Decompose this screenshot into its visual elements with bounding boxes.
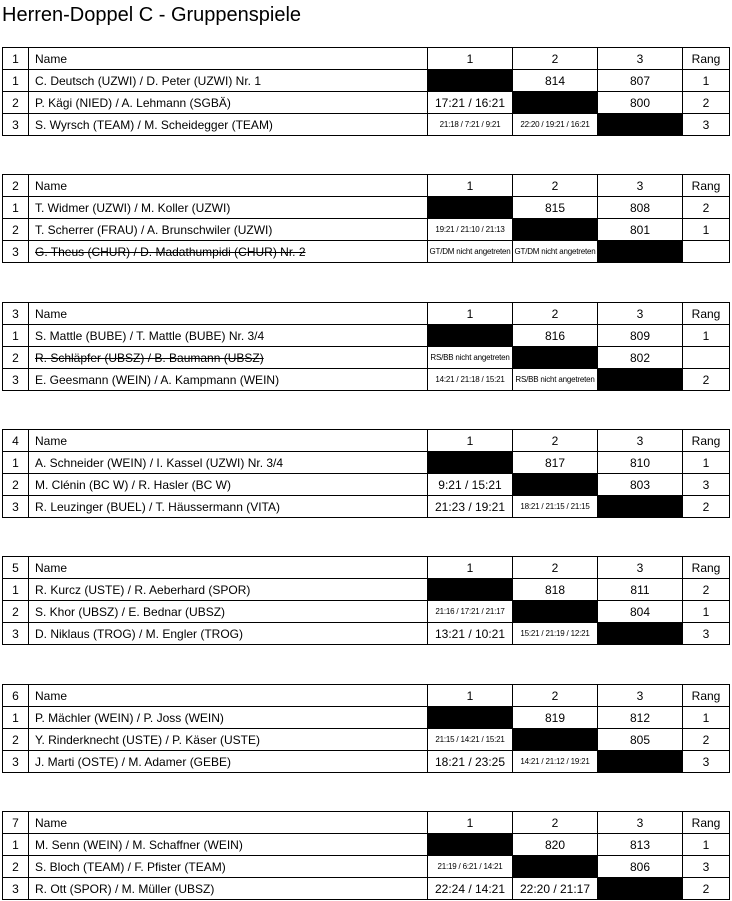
match-cell: 815: [513, 197, 598, 219]
group-number: 5: [3, 557, 29, 579]
group-header-row: [3, 175, 730, 197]
team-name: R. Schläpfer (UBSZ) / B. Baumann (UBSZ): [29, 347, 428, 369]
group-number: 3: [3, 303, 29, 325]
rank-cell: 1: [683, 70, 730, 92]
match-cell: 803: [598, 474, 683, 496]
self-match-cell: [428, 325, 513, 347]
team-name: T. Widmer (UZWI) / M. Koller (UZWI): [29, 197, 428, 219]
self-match-cell: [428, 707, 513, 729]
table-row: [3, 729, 730, 751]
column-header-3: 3: [598, 812, 683, 834]
self-match-cell: [428, 452, 513, 474]
group-table-2: [2, 174, 730, 263]
self-match-cell: [428, 197, 513, 219]
group-table-3: [2, 302, 730, 391]
rank-cell: 1: [683, 219, 730, 241]
row-position: 3: [3, 751, 29, 773]
rank-cell: 1: [683, 452, 730, 474]
self-match-cell: [428, 834, 513, 856]
row-position: 1: [3, 707, 29, 729]
rank-cell: 1: [683, 325, 730, 347]
team-name: P. Mächler (WEIN) / P. Joss (WEIN): [29, 707, 428, 729]
column-header-1: 1: [428, 812, 513, 834]
self-match-cell: [428, 579, 513, 601]
rank-header: Rang: [683, 812, 730, 834]
page-title: Herren-Doppel C - Gruppenspiele: [2, 4, 302, 26]
match-cell: 22:20 / 21:17: [513, 878, 598, 900]
self-match-cell: [513, 856, 598, 878]
match-cell: 18:21 / 23:25: [428, 751, 513, 773]
group-number: 7: [3, 812, 29, 834]
rank-cell: 2: [683, 878, 730, 900]
rank-cell: 2: [683, 197, 730, 219]
row-position: 3: [3, 623, 29, 645]
self-match-cell: [598, 623, 683, 645]
self-match-cell: [513, 474, 598, 496]
name-header: Name: [29, 175, 428, 197]
match-cell: 21:23 / 19:21: [428, 496, 513, 518]
team-name: S. Khor (UBSZ) / E. Bednar (UBSZ): [29, 601, 428, 623]
rank-cell: [683, 241, 730, 263]
rank-cell: 2: [683, 369, 730, 391]
match-cell: 811: [598, 579, 683, 601]
name-header: Name: [29, 430, 428, 452]
group-header-row: [3, 430, 730, 452]
self-match-cell: [513, 601, 598, 623]
column-header-1: 1: [428, 48, 513, 70]
self-match-cell: [428, 70, 513, 92]
self-match-cell: [598, 114, 683, 136]
table-row: [3, 197, 730, 219]
match-cell: 22:24 / 14:21: [428, 878, 513, 900]
rank-header: Rang: [683, 685, 730, 707]
match-cell: 19:21 / 21:10 / 21:13: [428, 219, 513, 241]
row-position: 1: [3, 325, 29, 347]
rank-cell: [683, 347, 730, 369]
column-header-3: 3: [598, 48, 683, 70]
group-number: 2: [3, 175, 29, 197]
rank-cell: 1: [683, 601, 730, 623]
match-cell: 802: [598, 347, 683, 369]
name-header: Name: [29, 303, 428, 325]
group-header-row: [3, 812, 730, 834]
match-cell: 14:21 / 21:18 / 15:21: [428, 369, 513, 391]
match-cell: 13:21 / 10:21: [428, 623, 513, 645]
team-name: R. Ott (SPOR) / M. Müller (UBSZ): [29, 878, 428, 900]
match-cell: 21:16 / 17:21 / 21:17: [428, 601, 513, 623]
row-position: 1: [3, 834, 29, 856]
group-table-4: [2, 429, 730, 518]
rank-header: Rang: [683, 175, 730, 197]
match-cell: 804: [598, 601, 683, 623]
column-header-1: 1: [428, 175, 513, 197]
column-header-3: 3: [598, 303, 683, 325]
rank-cell: 1: [683, 834, 730, 856]
match-cell: 809: [598, 325, 683, 347]
rank-cell: 3: [683, 751, 730, 773]
table-row: [3, 623, 730, 645]
column-header-3: 3: [598, 175, 683, 197]
name-header: Name: [29, 557, 428, 579]
team-name: E. Geesmann (WEIN) / A. Kampmann (WEIN): [29, 369, 428, 391]
match-cell: 810: [598, 452, 683, 474]
match-cell: 806: [598, 856, 683, 878]
team-name: R. Leuzinger (BUEL) / T. Häussermann (VITA): [29, 496, 428, 518]
column-header-2: 2: [513, 430, 598, 452]
match-cell: 808: [598, 197, 683, 219]
row-position: 3: [3, 369, 29, 391]
match-cell: GT/DM nicht angetreten: [513, 241, 598, 263]
rank-header: Rang: [683, 48, 730, 70]
table-row: [3, 325, 730, 347]
group-table-5: [2, 556, 730, 645]
team-name: J. Marti (OSTE) / M. Adamer (GEBE): [29, 751, 428, 773]
group-table-1: [2, 47, 730, 136]
row-position: 2: [3, 601, 29, 623]
column-header-2: 2: [513, 48, 598, 70]
match-cell: 21:15 / 14:21 / 15:21: [428, 729, 513, 751]
row-position: 2: [3, 347, 29, 369]
table-row: [3, 601, 730, 623]
team-name: P. Kägi (NIED) / A. Lehmann (SGBÄ): [29, 92, 428, 114]
rank-header: Rang: [683, 430, 730, 452]
column-header-2: 2: [513, 175, 598, 197]
rank-cell: 3: [683, 856, 730, 878]
table-row: [3, 496, 730, 518]
match-cell: 9:21 / 15:21: [428, 474, 513, 496]
name-header: Name: [29, 48, 428, 70]
name-header: Name: [29, 812, 428, 834]
column-header-3: 3: [598, 685, 683, 707]
rank-cell: 2: [683, 729, 730, 751]
match-cell: RS/BB nicht angetreten: [513, 369, 598, 391]
row-position: 2: [3, 219, 29, 241]
row-position: 1: [3, 579, 29, 601]
self-match-cell: [598, 496, 683, 518]
team-name: M. Clénin (BC W) / R. Hasler (BC W): [29, 474, 428, 496]
match-cell: 817: [513, 452, 598, 474]
group-number: 4: [3, 430, 29, 452]
row-position: 1: [3, 197, 29, 219]
team-name: S. Bloch (TEAM) / F. Pfister (TEAM): [29, 856, 428, 878]
match-cell: GT/DM nicht angetreten: [428, 241, 513, 263]
self-match-cell: [598, 369, 683, 391]
column-header-2: 2: [513, 557, 598, 579]
match-cell: 812: [598, 707, 683, 729]
self-match-cell: [598, 751, 683, 773]
rank-cell: 2: [683, 92, 730, 114]
team-name: S. Wyrsch (TEAM) / M. Scheidegger (TEAM): [29, 114, 428, 136]
row-position: 2: [3, 856, 29, 878]
rank-cell: 3: [683, 474, 730, 496]
column-header-2: 2: [513, 685, 598, 707]
team-name: A. Schneider (WEIN) / I. Kassel (UZWI) Nr. 3/4: [29, 452, 428, 474]
table-row: [3, 834, 730, 856]
table-row: [3, 579, 730, 601]
team-name: S. Mattle (BUBE) / T. Mattle (BUBE) Nr. 3/4: [29, 325, 428, 347]
team-name: R. Kurcz (USTE) / R. Aeberhard (SPOR): [29, 579, 428, 601]
match-cell: 813: [598, 834, 683, 856]
rank-cell: 3: [683, 623, 730, 645]
table-row: [3, 70, 730, 92]
column-header-1: 1: [428, 685, 513, 707]
row-position: 3: [3, 496, 29, 518]
group-number: 1: [3, 48, 29, 70]
team-name: D. Niklaus (TROG) / M. Engler (TROG): [29, 623, 428, 645]
row-position: 2: [3, 729, 29, 751]
column-header-1: 1: [428, 430, 513, 452]
self-match-cell: [513, 347, 598, 369]
row-position: 1: [3, 70, 29, 92]
match-cell: 819: [513, 707, 598, 729]
table-row: [3, 114, 730, 136]
match-cell: RS/BB nicht angetreten: [428, 347, 513, 369]
table-row: [3, 751, 730, 773]
rank-cell: 2: [683, 579, 730, 601]
column-header-3: 3: [598, 430, 683, 452]
self-match-cell: [598, 241, 683, 263]
match-cell: 805: [598, 729, 683, 751]
rank-header: Rang: [683, 557, 730, 579]
match-cell: 14:21 / 21:12 / 19:21: [513, 751, 598, 773]
group-header-row: [3, 685, 730, 707]
table-row: [3, 707, 730, 729]
match-cell: 15:21 / 21:19 / 12:21: [513, 623, 598, 645]
match-cell: 818: [513, 579, 598, 601]
match-cell: 814: [513, 70, 598, 92]
match-cell: 820: [513, 834, 598, 856]
group-number: 6: [3, 685, 29, 707]
column-header-3: 3: [598, 557, 683, 579]
match-cell: 21:18 / 7:21 / 9:21: [428, 114, 513, 136]
table-row: [3, 878, 730, 900]
rank-header: Rang: [683, 303, 730, 325]
match-cell: 22:20 / 19:21 / 16:21: [513, 114, 598, 136]
match-cell: 21:19 / 6:21 / 14:21: [428, 856, 513, 878]
team-name: C. Deutsch (UZWI) / D. Peter (UZWI) Nr. 1: [29, 70, 428, 92]
self-match-cell: [513, 729, 598, 751]
group-header-row: [3, 557, 730, 579]
team-name: Y. Rinderknecht (USTE) / P. Käser (USTE): [29, 729, 428, 751]
match-cell: 800: [598, 92, 683, 114]
row-position: 2: [3, 474, 29, 496]
self-match-cell: [513, 219, 598, 241]
rank-cell: 1: [683, 707, 730, 729]
column-header-2: 2: [513, 303, 598, 325]
group-header-row: [3, 303, 730, 325]
team-name: T. Scherrer (FRAU) / A. Brunschwiler (UZWI): [29, 219, 428, 241]
column-header-1: 1: [428, 557, 513, 579]
column-header-2: 2: [513, 812, 598, 834]
name-header: Name: [29, 685, 428, 707]
match-cell: 816: [513, 325, 598, 347]
team-name: M. Senn (WEIN) / M. Schaffner (WEIN): [29, 834, 428, 856]
rank-cell: 2: [683, 496, 730, 518]
match-cell: 17:21 / 16:21: [428, 92, 513, 114]
rank-cell: 3: [683, 114, 730, 136]
match-cell: 801: [598, 219, 683, 241]
row-position: 3: [3, 878, 29, 900]
group-table-7: [2, 811, 730, 900]
table-row: [3, 347, 730, 369]
table-row: [3, 452, 730, 474]
table-row: [3, 856, 730, 878]
self-match-cell: [598, 878, 683, 900]
table-row: [3, 241, 730, 263]
column-header-1: 1: [428, 303, 513, 325]
table-row: [3, 369, 730, 391]
group-table-6: [2, 684, 730, 773]
row-position: 3: [3, 241, 29, 263]
row-position: 1: [3, 452, 29, 474]
match-cell: 807: [598, 70, 683, 92]
row-position: 2: [3, 92, 29, 114]
self-match-cell: [513, 92, 598, 114]
row-position: 3: [3, 114, 29, 136]
table-row: [3, 219, 730, 241]
table-row: [3, 92, 730, 114]
group-header-row: [3, 48, 730, 70]
table-row: [3, 474, 730, 496]
team-name: G. Theus (CHUR) / D. Madathumpidi (CHUR) Nr. 2: [29, 241, 428, 263]
match-cell: 18:21 / 21:15 / 21:15: [513, 496, 598, 518]
